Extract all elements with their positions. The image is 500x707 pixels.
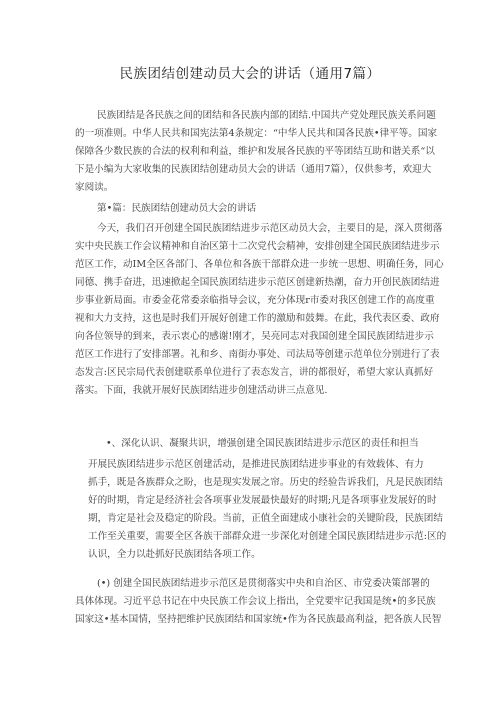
text-line: 期，肯定是社会及稳定的阶段。当前，正值全面建成小康社会的关键阶段，民族团结 xyxy=(88,513,443,524)
text-line: 下是小编为大家收集的民族团结创建动员大会的讲话（通用7篇），仅供参考，欢迎大 xyxy=(75,164,432,175)
text-line: 的一项准则。中华人民共和国宪法第4条规定：“中华人民共和国各民族•律平等。国家 xyxy=(75,128,438,139)
text-line: 家阅读。 xyxy=(75,182,114,193)
text-line: 国家这•基本国情，坚持把维护民族团结和国家统•作为各民族最高利益，把各族人民智 xyxy=(75,614,442,625)
text-line: 实中央民族工作会议精神和自治区第十二次党代会精神，安排创建全国民族团结进步示 xyxy=(75,241,440,252)
section-heading: 第•篇：民族团结创建动员大会的讲话 xyxy=(97,203,257,214)
document-title: 民族团结创建动员大会的讲话（通用7篇） xyxy=(119,66,381,82)
text-line: 今天，我们召开创建全国民族团结进步示范区动员大会，主要目的是，深入贯彻落 xyxy=(97,223,443,234)
text-line: 工作至关重要，需要全区各族干部群众进一步深化对创建全国民族团结进步示范:区的 xyxy=(88,531,447,542)
text-line: (•) 创建全国民族团结进步示范区是贯彻落实中央和自治区、市党委决策部署的 xyxy=(97,578,430,589)
text-line: 好的时期，肯定是经济社会各项事业发展最快最好的时期;凡是各项事业发展好的时 xyxy=(88,495,437,506)
text-line: 范区工作，动IM全区各部门、各单位和各族干部群众进一步统一思想、明确任务，同心 xyxy=(75,259,444,270)
text-line: 保障各少数民族的合法的权利和利益，维护和发展各民族的平等团结互助和谐关系“以 xyxy=(75,146,435,157)
text-line: 抓手，既是各族群众之盼，也是现实发展之帘。历史的经验告诉我们，凡是民族团结 xyxy=(88,477,443,488)
text-line: 范区工作进行了安排部署。礼和乡、南街办事处、司法局等创建示范单位分别进行了表 xyxy=(75,349,440,360)
text-line: 视和大力支持，这也是时我们开展好创建工作的激励和鼓舞。在此，我代表区委、政府 xyxy=(75,313,440,324)
text-line: 落实。下面，我就开展好民族团结进步创建活动讲三点意见. xyxy=(75,385,328,396)
text-line: 向各位领导的到来，表示衷心的感谢!刚才，吴亮同志对我国创建全国民族团结进步示 xyxy=(75,331,434,342)
text-line: 认识，全力以赴抓好民族团结各项工作。 xyxy=(88,549,261,560)
text-line: 态发言:区民宗局代表创建联系单位进行了表态发言，讲的都很好，希望大家认真抓好 xyxy=(75,367,434,378)
text-line: 开展民族团结进步示范区创建活动，是推进民族团结进步事业的有效载体、有力 xyxy=(88,459,424,470)
text-line: 具体体现。习近平总书记在中央民族工作会议上指出，全党要牢记我国是统•的多民族 xyxy=(75,596,436,607)
text-line: 民族团结是各民族之间的团结和各民族内部的团结.中国共产党处理民族关系问题 xyxy=(97,110,436,121)
text-line: 步事业新局面。市委金花常委亲临指导会议，充分体现r市委对我区创建工作的高度重 xyxy=(75,295,435,306)
text-line: 同德、携手奋进，迅速掀起全国民族团结进步示范区创建新热潮，奋力开创民族团结进 xyxy=(75,277,440,288)
subsection-heading: •、深化认识、凝聚共识，增强创建全国民族团结进步示范区的责任和担当 xyxy=(106,438,419,449)
